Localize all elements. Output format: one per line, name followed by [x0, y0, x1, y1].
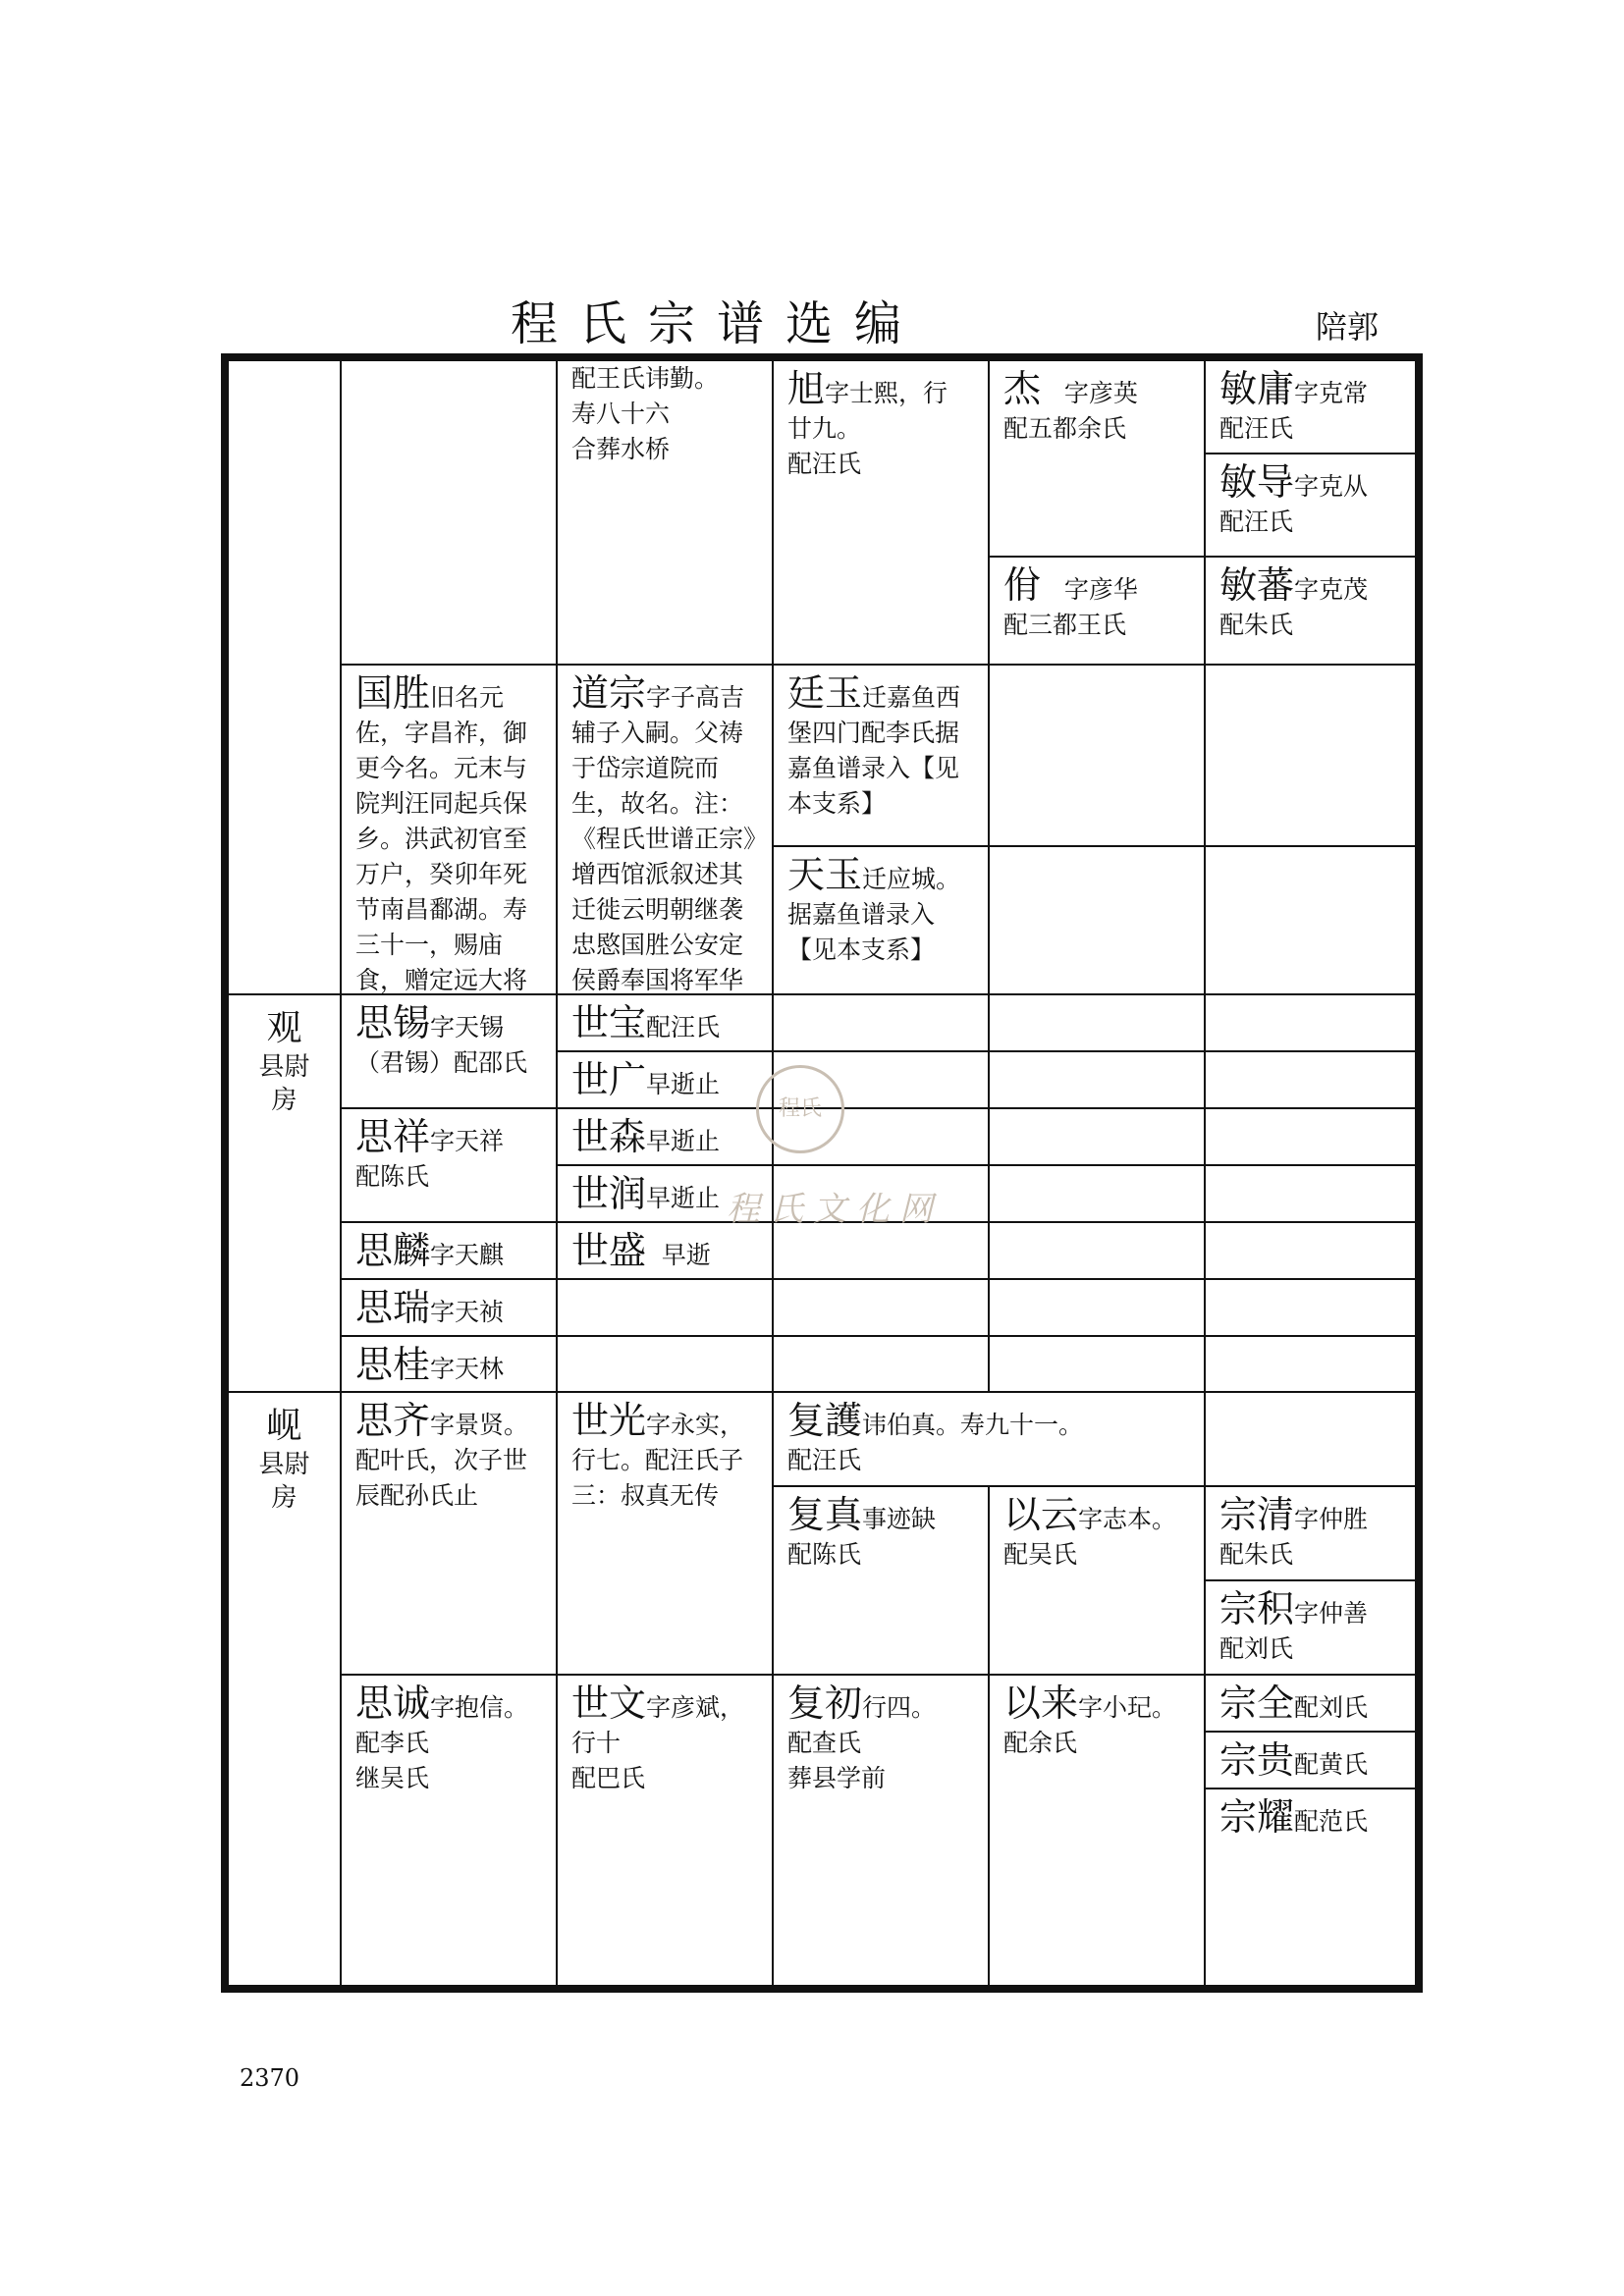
person-name: 杰: [1003, 367, 1042, 410]
person-note: 配查氏: [787, 1729, 862, 1757]
person-name: 世润: [571, 1172, 647, 1215]
person-mindao: [1206, 454, 1417, 558]
person-fuzhen: [774, 1487, 990, 1676]
person-note: 配陈氏: [787, 1540, 862, 1569]
person-name: 世盛: [571, 1229, 647, 1272]
person-name: 世光: [571, 1399, 647, 1442]
branch-cell-empty: [229, 361, 342, 995]
empty-cell: [1206, 1280, 1417, 1337]
person-name: 国胜: [355, 671, 431, 715]
gen3-cell-wang: [558, 361, 774, 666]
person-sixi: [342, 995, 558, 1109]
person-note: 字彦英: [1063, 379, 1138, 407]
empty-cell: [990, 1109, 1206, 1166]
person-sicheng: [342, 1676, 558, 1987]
empty-cell: [1206, 1393, 1417, 1487]
empty-cell: [774, 1223, 990, 1280]
person-name: 宗清: [1219, 1493, 1295, 1536]
empty-cell: [990, 995, 1206, 1052]
person-note: 配汪氏: [646, 1013, 721, 1041]
person-name: 思诚: [355, 1682, 431, 1725]
person-name: 敏庸: [1219, 367, 1295, 410]
person-name: 思齐: [355, 1399, 431, 1442]
person-yi: [990, 558, 1206, 666]
empty-cell: [558, 1280, 774, 1337]
person-tingyu: [774, 666, 990, 847]
person-note: 配刘氏: [1294, 1693, 1369, 1722]
person-note: 配朱氏: [1219, 611, 1294, 639]
branch-sub: 县尉: [258, 1450, 310, 1479]
person-jie: [990, 361, 1206, 558]
person-note: 字天林: [430, 1355, 505, 1383]
person-name: 宗贵: [1219, 1738, 1295, 1782]
person-guosheng: [342, 666, 558, 995]
person-name: 廷玉: [787, 671, 863, 715]
person-name: 旭: [787, 367, 826, 410]
person-note: 迁应城。据嘉鱼谱录入【见本支系】: [787, 865, 961, 964]
person-note: 行四。: [862, 1693, 937, 1722]
person-name: 敏蕃: [1219, 563, 1295, 607]
person-note: 事迹缺: [862, 1505, 937, 1533]
person-note: 配巴氏: [571, 1764, 646, 1792]
person-note: （君锡）配邵氏: [355, 1048, 528, 1077]
person-note: 字抱信。: [430, 1693, 529, 1722]
person-note: 配吴氏: [1003, 1540, 1078, 1569]
gen2-cell-empty: [342, 361, 558, 666]
person-note: 字子高吉辅子入嗣。父祷于岱宗道院而生，故名。注：《程氏世谱正宗》增西馆派叙述其迁徙云明朝继袭忠愍国胜公安定侯爵奉国将军华: [571, 683, 756, 994]
person-note: 廿九。: [787, 414, 862, 443]
person-note: 字彦斌，: [646, 1693, 745, 1722]
empty-cell: [1206, 666, 1417, 847]
person-silin: [342, 1223, 558, 1280]
empty-cell: [774, 995, 990, 1052]
person-shiguang-xian: [558, 1393, 774, 1676]
person-zongji: [1206, 1581, 1417, 1676]
person-note: 早逝止: [646, 1127, 721, 1155]
person-note: 字克茂: [1294, 575, 1369, 604]
branch-sub: 县尉: [258, 1052, 310, 1082]
empty-cell: [990, 847, 1206, 995]
person-fuchu: [774, 1676, 990, 1987]
person-zongqing: [1206, 1487, 1417, 1581]
person-note: 配刘氏: [1219, 1634, 1294, 1663]
person-note: 配余氏: [1003, 1729, 1078, 1757]
person-note: 字仲胜: [1294, 1505, 1369, 1533]
person-name: 道宗: [571, 671, 647, 715]
page-number: 2370: [240, 2064, 300, 2092]
branch-name: 观: [266, 1008, 302, 1048]
person-note: 字仲善: [1294, 1599, 1369, 1628]
person-minfan: [1206, 558, 1417, 666]
empty-cell: [774, 1337, 990, 1393]
empty-cell: [1206, 995, 1417, 1052]
watermark-text: 程氏文化网: [727, 1190, 943, 1229]
person-shibao: [558, 995, 774, 1052]
empty-cell: [774, 1280, 990, 1337]
person-zongquan: [1206, 1676, 1417, 1733]
empty-cell: [990, 1223, 1206, 1280]
person-shiwen: [558, 1676, 774, 1987]
person-sixiang: [342, 1109, 558, 1223]
person-name: 宗积: [1219, 1587, 1295, 1630]
person-note: 字天祥: [430, 1127, 505, 1155]
person-note: 配汪氏: [1219, 507, 1294, 536]
person-name: 复護: [787, 1399, 863, 1442]
person-zonggui: [1206, 1733, 1417, 1789]
person-note: 讳伯真。寿九十一。: [862, 1411, 1084, 1439]
person-shiguang-guan: [558, 1052, 774, 1109]
person-sirui: [342, 1280, 558, 1337]
person-note: 字景贤。配叶氏，次子世辰配孙氏止: [355, 1411, 529, 1510]
person-note: 继吴氏: [355, 1764, 430, 1792]
person-name: 思锡: [355, 1001, 431, 1044]
page-title: 程氏宗谱选编: [511, 296, 924, 351]
person-name: 以云: [1003, 1493, 1079, 1536]
person-note: 字天祯: [430, 1298, 505, 1326]
person-minyong: [1206, 361, 1417, 454]
person-note: 字小玘。: [1078, 1693, 1177, 1722]
person-tianyu: [774, 847, 990, 995]
person-note: 字天锡: [430, 1013, 505, 1041]
person-note: 行十: [571, 1729, 622, 1757]
note-line: 配王氏讳勤。: [571, 364, 720, 393]
person-note: 早逝: [661, 1241, 711, 1269]
person-name: 天玉: [787, 853, 863, 896]
note-line: 寿八十六: [571, 400, 671, 428]
person-fuhu: [774, 1393, 1206, 1487]
person-daozong: [558, 666, 774, 995]
empty-cell: [558, 1337, 774, 1393]
person-name: 世广: [571, 1058, 647, 1101]
person-note: 字志本。: [1078, 1505, 1177, 1533]
empty-cell: [1206, 1052, 1417, 1109]
person-name: 宗全: [1219, 1682, 1295, 1725]
person-note: 配李氏: [355, 1729, 430, 1757]
person-name: 以来: [1003, 1682, 1079, 1725]
person-name: 复初: [787, 1682, 863, 1725]
branch-name: 岘: [266, 1406, 302, 1446]
person-name: 思麟: [355, 1229, 431, 1272]
person-note: 字永实，行七。配汪氏子三：叔真无传: [571, 1411, 745, 1510]
person-name: 思桂: [355, 1343, 431, 1386]
person-note: 配范氏: [1294, 1807, 1369, 1836]
person-note: 配三都王氏: [1003, 611, 1127, 639]
person-note: 葬县学前: [787, 1764, 887, 1792]
empty-cell: [990, 1052, 1206, 1109]
empty-cell: [1206, 847, 1417, 995]
person-name: 世文: [571, 1682, 647, 1725]
person-yiyun: [990, 1487, 1206, 1676]
person-sigui: [342, 1337, 558, 1393]
person-xu: [774, 361, 990, 666]
person-note: 早逝止: [646, 1184, 721, 1212]
branch-sub: 房: [271, 1483, 298, 1513]
person-name: 世宝: [571, 1001, 647, 1044]
empty-cell: [990, 666, 1206, 847]
empty-cell: [990, 1280, 1206, 1337]
empty-cell: [1206, 1166, 1417, 1223]
empty-cell: [1206, 1223, 1417, 1280]
person-note: 字克常: [1294, 379, 1369, 407]
person-name: 思瑞: [355, 1286, 431, 1329]
person-name: 佾: [1003, 563, 1042, 607]
person-yilai: [990, 1676, 1206, 1987]
page-subtitle: 陪郭: [1316, 308, 1380, 346]
person-zongyao: [1206, 1789, 1417, 1987]
person-note: 配黄氏: [1294, 1750, 1369, 1779]
person-note: 迁嘉鱼西堡四门配李氏据嘉鱼谱录入【见本支系】: [787, 683, 961, 818]
empty-cell: [990, 1166, 1206, 1223]
person-name: 复真: [787, 1493, 863, 1536]
empty-cell: [990, 1337, 1206, 1393]
person-note: 配朱氏: [1219, 1540, 1294, 1569]
empty-cell: [1206, 1337, 1417, 1393]
person-shisen: [558, 1109, 774, 1166]
person-note: 字克从: [1294, 472, 1369, 501]
person-note: 早逝止: [646, 1070, 721, 1098]
person-note: 配汪氏: [787, 1446, 862, 1474]
person-note: 配汪氏: [787, 450, 862, 478]
person-siqi: [342, 1393, 558, 1676]
branch-xian: [229, 1393, 342, 1987]
person-note: 配五都余氏: [1003, 414, 1127, 443]
person-note: 字天麒: [430, 1241, 505, 1269]
empty-cell: [1206, 1109, 1417, 1166]
genealogy-table: [227, 359, 1417, 1987]
person-note: 配陈氏: [355, 1162, 430, 1191]
person-name: 世森: [571, 1115, 647, 1158]
branch-sub: 房: [271, 1086, 298, 1115]
note-line: 合葬水桥: [571, 435, 671, 463]
branch-guan: [229, 995, 342, 1393]
person-note: 配汪氏: [1219, 414, 1294, 443]
person-shisheng: [558, 1223, 774, 1280]
person-note: 旧名元佐，字昌祚，御更今名。元末与院判汪同起兵保乡。洪武初官至万户，癸卯年死节南昌鄱湖。寿三十一，赐庙食，赠定远大将: [355, 683, 528, 994]
person-name: 思祥: [355, 1115, 431, 1158]
person-name: 宗耀: [1219, 1795, 1295, 1839]
person-note: 字彦华: [1063, 575, 1138, 604]
watermark-seal: 程氏: [756, 1065, 844, 1153]
person-name: 敏导: [1219, 460, 1295, 504]
person-note: 字士熙，行: [825, 379, 948, 407]
